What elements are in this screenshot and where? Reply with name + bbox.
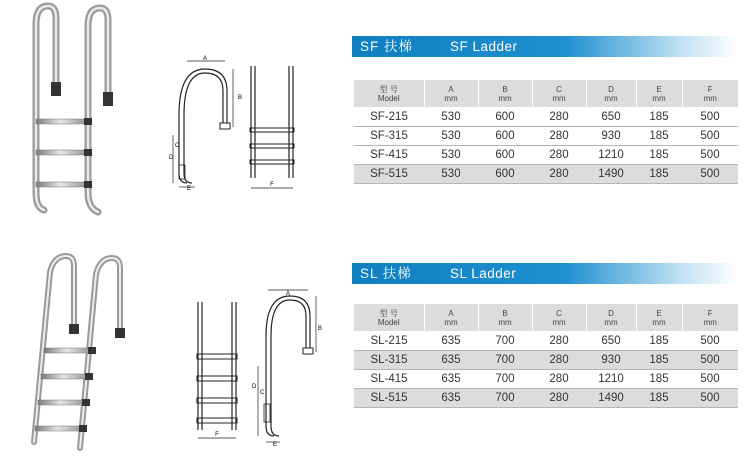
table-cell: 635 [424,351,478,370]
table-cell: 280 [532,165,586,184]
header-e: E mm [636,80,682,108]
sl-spec-table [354,304,738,408]
dim-label-c: C [175,143,180,149]
table-cell: 185 [636,127,682,146]
table-header-row [354,80,738,108]
table-cell: SL-315 [354,351,424,370]
table-cell: 1490 [586,389,636,408]
table-cell: 530 [424,146,478,165]
table-cell: 185 [636,389,682,408]
table-cell: 700 [478,351,532,370]
table-cell: 500 [682,165,738,184]
header-d: D mm [586,80,636,108]
table-cell: 1210 [586,146,636,165]
table-cell: 185 [636,108,682,127]
sf-title-cn: SF 扶梯 [360,39,414,54]
table-cell: 930 [586,351,636,370]
table-cell: 600 [478,146,532,165]
table-cell: 500 [682,370,738,389]
dim-label-d: D [252,384,257,390]
table-cell: 500 [682,127,738,146]
table-cell: 635 [424,389,478,408]
sl-side-drawing [244,286,324,446]
table-cell: 600 [478,165,532,184]
table-row [354,370,738,389]
dim-label-c: C [260,390,265,396]
table-cell: 700 [478,389,532,408]
table-cell: SL-215 [354,332,424,351]
sf-ladder-header [352,36,738,57]
table-cell: 280 [532,146,586,165]
dim-label-f: F [270,182,274,188]
sf-title-en: SF Ladder [450,39,518,54]
table-cell: 280 [532,108,586,127]
header-a: A mm [424,80,478,108]
dim-label-b: B [318,326,323,332]
dim-label-e: E [187,186,192,190]
header-f: F mm [682,304,738,332]
table-row [354,108,738,127]
table-row [354,127,738,146]
table-cell: 500 [682,332,738,351]
table-cell: 635 [424,370,478,389]
table-cell: SF-515 [354,165,424,184]
sf-ladder-photo [18,2,128,216]
table-cell: 650 [586,332,636,351]
table-row [354,389,738,408]
dim-label-e: E [273,442,278,446]
table-cell: 700 [478,370,532,389]
sf-front-drawing [243,62,303,194]
table-cell: SF-215 [354,108,424,127]
dim-label-b: B [238,95,243,101]
sl-ladder-photo [30,252,140,452]
table-cell: 500 [682,146,738,165]
table-row [354,146,738,165]
table-cell: 1490 [586,165,636,184]
table-cell: 500 [682,389,738,408]
table-cell: 185 [636,370,682,389]
sl-title-cn: SL 扶梯 [360,266,412,281]
header-a: A mm [424,304,478,332]
dim-label-d: D [169,155,174,161]
table-cell: 280 [532,389,586,408]
sl-ladder-header [352,263,738,284]
table-cell: 280 [532,127,586,146]
table-cell: 530 [424,165,478,184]
table-cell: 500 [682,351,738,370]
header-d: D mm [586,304,636,332]
table-cell: 600 [478,127,532,146]
header-model: 型 号 Model [354,304,424,332]
header-model: 型 号 Model [354,80,424,108]
table-cell: 635 [424,332,478,351]
table-cell: 600 [478,108,532,127]
table-cell: SL-515 [354,389,424,408]
table-row [354,165,738,184]
table-row [354,351,738,370]
sl-title-en: SL Ladder [450,266,517,281]
table-cell: 280 [532,351,586,370]
table-cell: 530 [424,108,478,127]
table-cell: 185 [636,165,682,184]
header-f: F mm [682,80,738,108]
table-cell: 185 [636,351,682,370]
header-c: C mm [532,80,586,108]
dim-label-a: A [285,291,291,297]
table-cell: 280 [532,332,586,351]
table-cell: 650 [586,108,636,127]
table-cell: 500 [682,108,738,127]
table-cell: 530 [424,127,478,146]
sf-side-drawing [165,55,245,190]
table-cell: 700 [478,332,532,351]
header-b: B mm [478,304,532,332]
table-cell: SL-415 [354,370,424,389]
table-cell: 1210 [586,370,636,389]
header-b: B mm [478,80,532,108]
header-e: E mm [636,304,682,332]
sf-spec-table [354,80,738,184]
table-cell: SF-315 [354,127,424,146]
table-cell: 930 [586,127,636,146]
table-cell: SF-415 [354,146,424,165]
table-cell: 185 [636,332,682,351]
table-cell: 280 [532,370,586,389]
dim-label-a: A [202,56,208,62]
table-cell: 185 [636,146,682,165]
table-header-row [354,304,738,332]
table-row [354,332,738,351]
header-c: C mm [532,304,586,332]
dim-label-f: F [215,432,219,438]
sl-front-drawing [190,300,250,445]
